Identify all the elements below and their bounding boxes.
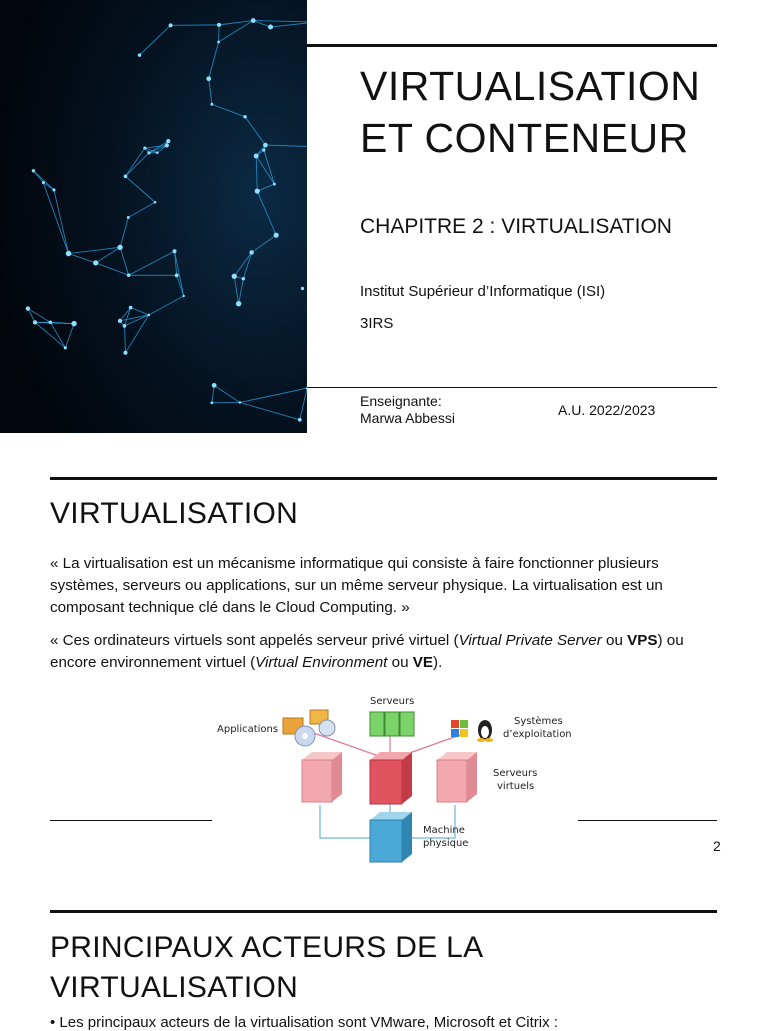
chapter-subtitle: CHAPITRE 2 : VIRTUALISATION (360, 215, 672, 239)
virtualization-diagram (205, 690, 575, 870)
globe-node (274, 233, 279, 238)
os-label-line-2: d’exploitation (503, 729, 572, 740)
physical-machine-label-1: Machine (423, 825, 465, 836)
globe-node (211, 401, 214, 404)
title-line-1: VIRTUALISATION (360, 60, 700, 112)
slide2-title: VIRTUALISATION (50, 497, 298, 531)
globe-node (298, 418, 302, 422)
globe-node (263, 143, 268, 148)
globe-node (268, 25, 273, 30)
servers-label: Serveurs (370, 696, 414, 707)
globe-node (232, 274, 237, 279)
physical-machine-icon (370, 812, 412, 862)
globe-node (129, 306, 133, 310)
network-globe-graphic (0, 0, 307, 433)
academic-year: A.U. 2022/2023 (558, 402, 655, 418)
globe-node (217, 23, 221, 27)
footer-rule-right (578, 820, 717, 821)
globe-node (182, 295, 184, 297)
globe-node (212, 383, 217, 388)
footer-rule-left (50, 820, 212, 821)
globe-node (243, 115, 246, 118)
globe-node (301, 287, 304, 290)
network-globe-image (0, 0, 307, 433)
teacher-name: Marwa Abbessi (360, 410, 455, 427)
teacher-block (360, 393, 455, 427)
bottom-rule (307, 387, 717, 388)
windows-icon (451, 720, 468, 737)
globe-node (64, 346, 67, 349)
virtual-servers-label-2: virtuels (497, 781, 534, 792)
virtual-server-left-icon (302, 752, 342, 802)
slide2-top-rule (50, 477, 717, 480)
virtual-server-center-icon (370, 752, 412, 804)
definition-paragraph: « La virtualisation est un mécanisme informatique qui consiste à faire fonctionner plusieurs systèmes, serveurs ou applications, sur un même serveur physique. La virtualisation est un composant technique clé dans le Cloud Computing. » (50, 553, 714, 619)
class-level: 3IRS (360, 315, 393, 332)
servers-icon (370, 712, 414, 736)
globe-node (154, 201, 157, 204)
globe-node (242, 277, 245, 280)
globe-node (32, 169, 35, 172)
globe-node (123, 324, 127, 328)
slide3-bullet: • Les principaux acteurs de la virtualisation sont VMware, Microsoft et Citrix : (50, 1014, 558, 1031)
globe-node (166, 139, 170, 143)
globe-node (254, 154, 259, 159)
globe-node (66, 251, 71, 256)
globe-node (143, 146, 146, 149)
globe-node (262, 148, 265, 151)
slide3-title-line-2: VIRTUALISATION (50, 968, 483, 1008)
slide3-title-line-1: PRINCIPAUX ACTEURS DE LA (50, 928, 483, 968)
globe-node (147, 151, 150, 154)
applications-icon (283, 710, 335, 746)
institute-name: Institut Supérieur d’Informatique (ISI) (360, 283, 605, 300)
globe-node (49, 320, 53, 324)
globe-node (156, 151, 159, 154)
teacher-label: Enseignante: (360, 393, 455, 410)
slide3-top-rule (50, 910, 717, 913)
globe-node (127, 273, 131, 277)
globe-node (117, 245, 122, 250)
globe-node (210, 103, 213, 106)
page-number: 2 (713, 838, 721, 854)
globe-node (71, 321, 76, 326)
presentation-title (360, 60, 700, 164)
globe-node (52, 188, 55, 191)
globe-node (255, 189, 260, 194)
globe-node (173, 249, 177, 253)
globe-node (124, 174, 128, 178)
virtual-servers-label-1: Serveurs (493, 768, 537, 779)
globe-node (138, 53, 142, 57)
linux-tux-icon (477, 720, 493, 742)
globe-node (26, 306, 30, 310)
globe-node (165, 143, 169, 147)
applications-label: Applications (217, 724, 278, 735)
virtual-server-right-icon (437, 752, 477, 802)
globe-node (175, 273, 179, 277)
globe-node (217, 41, 220, 44)
globe-node (249, 250, 253, 254)
globe-node (236, 301, 241, 306)
globe-node (93, 260, 98, 265)
virtual-servers-paragraph: « Ces ordinateurs virtuels sont appelés serveur privé virtuel (Virtual Private Server ou VPS) ou encore environnement virtuel (Virtual Environment ou VE). (50, 630, 714, 674)
globe-node (148, 314, 151, 317)
globe-node (239, 401, 241, 403)
globe-node (206, 76, 211, 81)
globe-node (251, 18, 256, 23)
globe-node (118, 319, 122, 323)
globe-node (123, 351, 127, 355)
globe-node (33, 320, 37, 324)
globe-node (42, 181, 45, 184)
globe-node (273, 183, 276, 186)
top-rule (307, 44, 717, 47)
globe-node (127, 216, 130, 219)
physical-machine-label-2: physique (423, 838, 468, 849)
slide3-bullet-text: Les principaux acteurs de la virtualisation sont VMware, Microsoft et Citrix : (59, 1014, 558, 1031)
slide3-title (50, 928, 483, 1008)
title-line-2: ET CONTENEUR (360, 112, 700, 164)
os-label-line-1: Systèmes (514, 715, 563, 727)
globe-node (169, 23, 173, 27)
